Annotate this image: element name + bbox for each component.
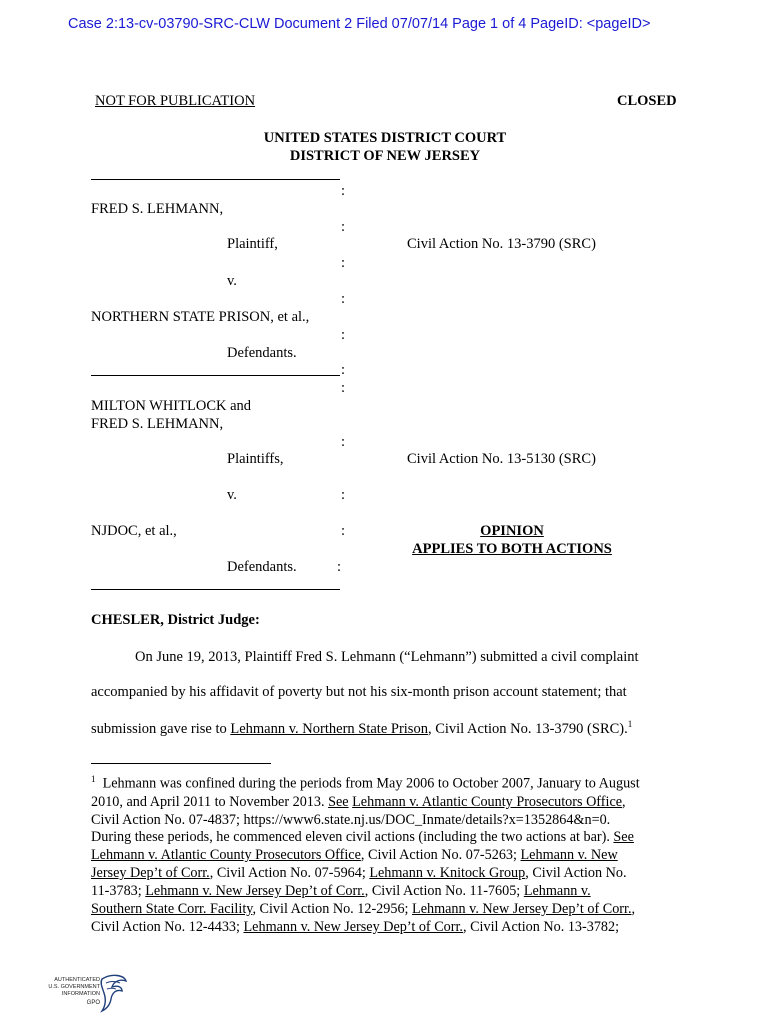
footnote (91, 771, 681, 937)
body-line-1: On June 19, 2013, Plaintiff Fred S. Lehmann (“Lehmann”) submitted a civil complaint (135, 649, 639, 665)
caption1-plaintiff-role: Plaintiff, (227, 236, 278, 252)
footnote-line (91, 829, 681, 847)
caption1-top-rule (91, 179, 340, 180)
footnote-text: During these periods, he commenced eleven civil actions (including the two actions at bar). (91, 829, 614, 846)
body-line-3-pre: submission gave rise to (91, 720, 231, 737)
footnote-text: , (631, 901, 636, 918)
not-for-publication: NOT FOR PUBLICATION (95, 93, 256, 109)
court-name: UNITED STATES DISTRICT COURT (263, 130, 507, 146)
judge-heading: CHESLER, District Judge: (91, 612, 260, 628)
footnote-separator (91, 763, 271, 764)
caption2-plaintiff-role: Plaintiffs, (227, 451, 284, 467)
case-citation: Lehmann v. Atlantic County Prosecutors Office (352, 793, 623, 810)
caption-colon: : (341, 183, 346, 199)
caption2-versus: v. (227, 487, 237, 503)
opinion-title: OPINION (480, 523, 544, 539)
caption1-defendant-role: Defendants. (227, 345, 297, 361)
caption-colon: : (341, 291, 346, 307)
footnote-mark: 1 (91, 774, 96, 784)
case-citation: Lehmann v. New Jersey Dep’t of Corr. (412, 901, 632, 918)
footnote-line (91, 901, 681, 919)
case-citation: Jersey Dep’t of Corr. (91, 865, 210, 882)
footnote-text: , Civil Action No. 13-3782; (462, 918, 620, 935)
see-signal: See (328, 793, 349, 810)
caption2-civil-action: Civil Action No. 13-5130 (SRC) (407, 451, 596, 467)
footnote-line (91, 919, 681, 937)
case-citation: Lehmann v. (523, 883, 591, 900)
logo-text-government: U.S. GOVERNMENT (48, 984, 100, 990)
caption-colon: : (341, 327, 346, 343)
caption-colon: : (337, 559, 342, 575)
caption2-bottom-rule (91, 589, 340, 590)
logo-text-information: INFORMATION (61, 991, 100, 997)
footnote-text: Lehmann was confined during the periods from May 2006 to October 2007, January to August (102, 775, 640, 792)
footnote-reference[interactable]: 1 (627, 719, 633, 729)
caption-colon: : (341, 487, 346, 503)
caption1-civil-action: Civil Action No. 13-3790 (SRC) (407, 236, 596, 252)
caption1-defendant-name: NORTHERN STATE PRISON, et al., (91, 309, 310, 325)
caption-colon: : (341, 380, 346, 396)
logo-text-authenticated: AUTHENTICATED (54, 977, 100, 983)
case-citation: Lehmann v. Atlantic County Prosecutors Office (91, 847, 361, 864)
case-citation: Lehmann v. New Jersey Dep’t of Corr. (145, 883, 365, 900)
case-citation: Lehmann v. Northern State Prison (230, 720, 428, 737)
court-district: DISTRICT OF NEW JERSEY (289, 148, 481, 164)
case-citation: Southern State Corr. Facility (91, 901, 253, 918)
gpo-authentication-logo (40, 973, 130, 1015)
case-citation: Lehmann v. New Jersey Dep’t of Corr. (243, 918, 463, 935)
logo-text-gpo: GPO (86, 1000, 100, 1006)
caption-colon: : (341, 362, 346, 378)
caption-colon: : (341, 523, 346, 539)
footnote-text: , Civil Action No. 07-5263; (360, 847, 521, 864)
body-line-3-post: , Civil Action No. 13-3790 (SRC). (427, 720, 628, 737)
footnote-line (91, 812, 681, 830)
footnote-line (91, 847, 681, 865)
case-header-stamp: Case 2:13-cv-03790-SRC-CLW Document 2 Filed 07/07/14 Page 1 of 4 PageID: <pageID> (68, 16, 651, 32)
footnote-text: 2010, and April 2011 to November 2013. (91, 793, 329, 810)
footnote-text: , Civil Action No. 12-2956; (252, 901, 413, 918)
caption-colon: : (341, 434, 346, 450)
closed-label: CLOSED (617, 93, 677, 109)
caption1-bottom-rule (91, 375, 340, 376)
see-signal: See (613, 829, 634, 846)
footnote-line (91, 883, 681, 901)
caption1-plaintiff-name: FRED S. LEHMANN, (91, 201, 224, 217)
caption-colon: : (341, 219, 346, 235)
body-line-3 (91, 719, 681, 738)
body-line-2: accompanied by his affidavit of poverty but not his six-month prison account statement; that (91, 684, 627, 700)
footnote-text: , Civil Action No. 07-5964; (209, 865, 370, 882)
caption-colon: : (341, 255, 346, 271)
case-citation: Lehmann v. Knitock Group (369, 865, 526, 882)
caption2-plaintiff-name-2: FRED S. LEHMANN, (91, 416, 224, 432)
eagle-icon (98, 973, 128, 1013)
footnote-line (91, 794, 681, 812)
footnote-line (91, 771, 681, 794)
caption1-versus: v. (227, 273, 237, 289)
footnote-text: , Civil Action No. (525, 865, 627, 882)
footnote-text: , Civil Action No. 11-7605; (364, 883, 524, 900)
footnote-text: 11-3783; (91, 883, 146, 900)
caption2-defendant-role: Defendants. (227, 559, 297, 575)
caption2-defendant-name: NJDOC, et al., (91, 523, 177, 539)
footnote-text: Civil Action No. 07-4837; https://www6.state.nj.us/DOC_Inmate/details?x=1352864&n=0. (91, 811, 611, 828)
footnote-text: , (622, 793, 626, 810)
caption2-plaintiff-name-1: MILTON WHITLOCK and (91, 398, 252, 414)
opinion-applies: APPLIES TO BOTH ACTIONS (412, 541, 612, 557)
footnote-line (91, 865, 681, 883)
case-citation: Lehmann v. New (520, 847, 618, 864)
footnote-text: Civil Action No. 12-4433; (91, 918, 244, 935)
